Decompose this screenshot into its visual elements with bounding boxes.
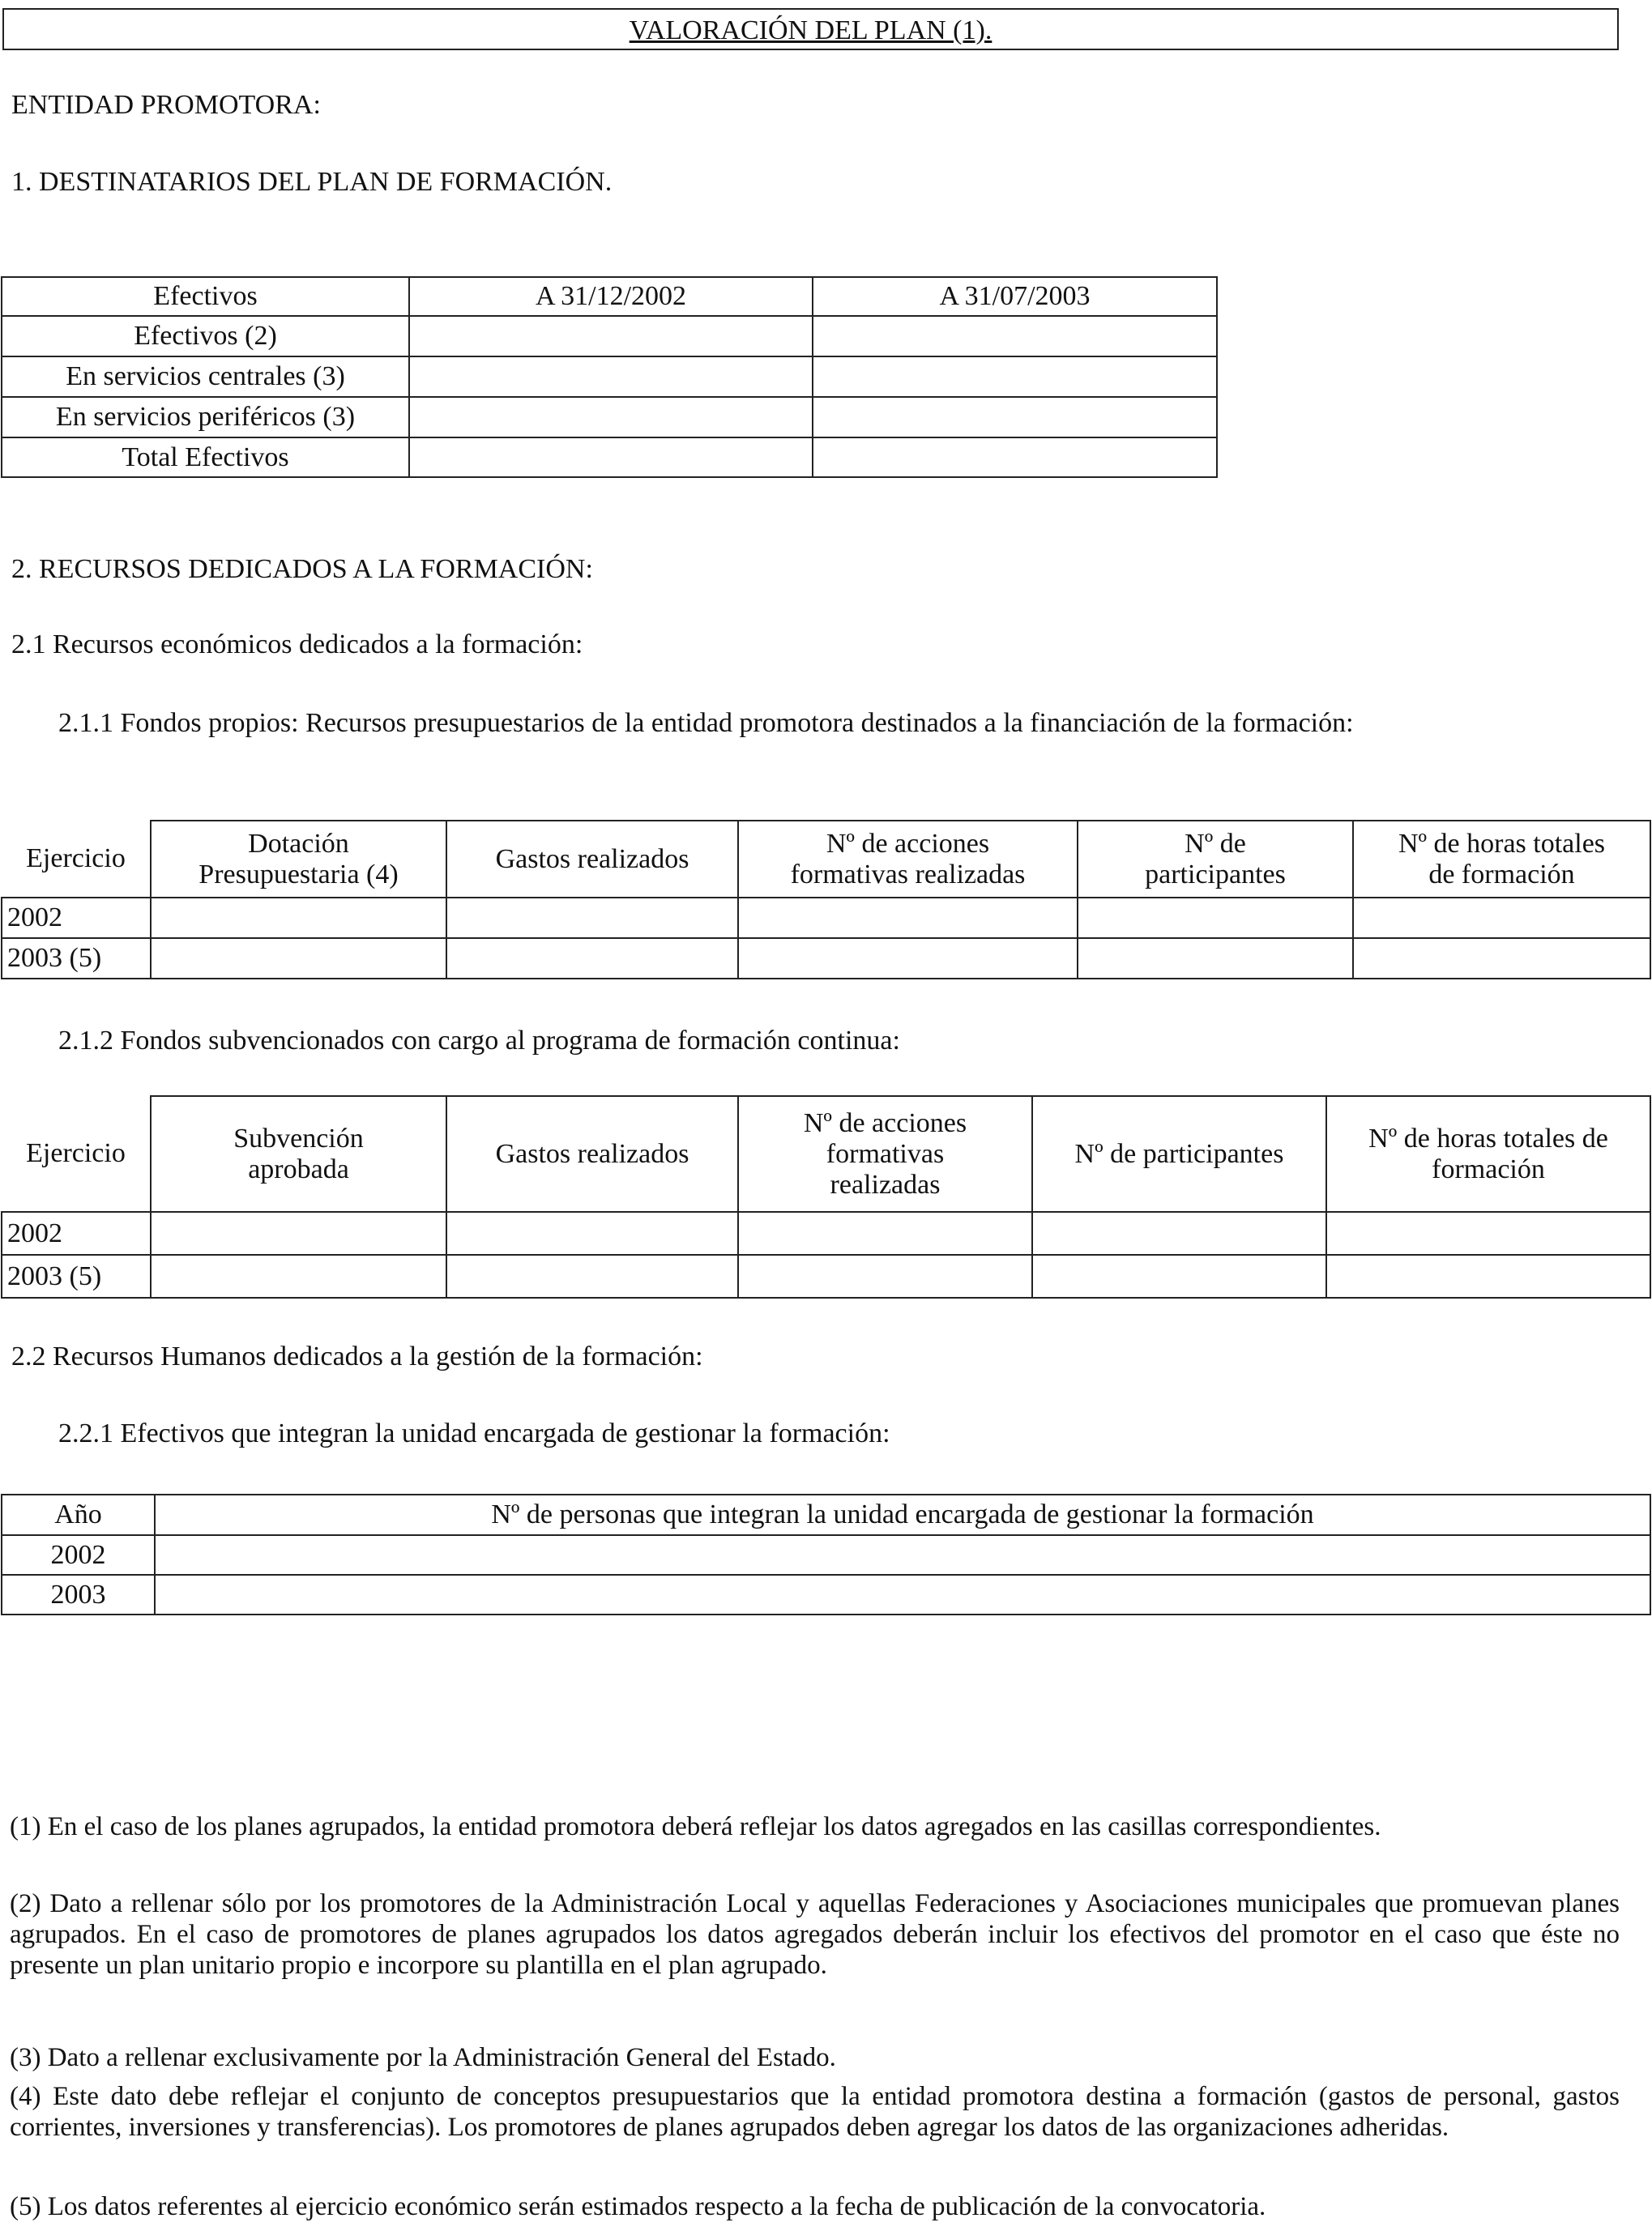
- header-ejercicio: Ejercicio: [2, 821, 151, 898]
- footnote-1: (1) En el caso de los planes agrupados, la entidad promotora deberá reflejar los datos agregados en las casillas correspondientes.: [10, 1812, 1381, 1841]
- row-label: Efectivos (2): [2, 316, 409, 356]
- input-cell[interactable]: [738, 1255, 1032, 1298]
- header-ano: Año: [2, 1495, 155, 1535]
- footnote-3: (3) Dato a rellenar exclusivamente por la Administración General del Estado.: [10, 2043, 836, 2072]
- input-cell[interactable]: [151, 938, 446, 979]
- row-label: En servicios centrales (3): [2, 356, 409, 397]
- header-gastos: Gastos realizados: [446, 1096, 738, 1212]
- table-fondos-subvencionados: [1, 1095, 1651, 1299]
- input-cell[interactable]: [738, 1212, 1032, 1255]
- section-2-1-1-text: 2.1.1 Fondos propios: Recursos presupuestarios de la entidad promotora destinados a la financiación de la formación:: [58, 708, 1354, 738]
- input-cell[interactable]: [155, 1575, 1650, 1615]
- header-participantes: Nº de participantes: [1032, 1096, 1326, 1212]
- section-2-2-1-heading: 2.2.1 Efectivos que integran la unidad encargada de gestionar la formación:: [58, 1418, 890, 1448]
- input-cell[interactable]: [738, 938, 1078, 979]
- input-cell[interactable]: [1353, 938, 1650, 979]
- header-personas: Nº de personas que integran la unidad encargada de gestionar la formación: [155, 1495, 1650, 1535]
- input-cell[interactable]: [738, 898, 1078, 938]
- input-cell[interactable]: [1353, 898, 1650, 938]
- input-cell[interactable]: [409, 316, 813, 356]
- input-cell[interactable]: [409, 437, 813, 477]
- input-cell[interactable]: [813, 356, 1217, 397]
- footnote-5: (5) Los datos referentes al ejercicio económico serán estimados respecto a la fecha de publicación de la convocatoria.: [10, 2192, 1266, 2221]
- row-year: 2002: [2, 1212, 151, 1255]
- section-1-heading: 1. DESTINATARIOS DEL PLAN DE FORMACIÓN.: [11, 167, 613, 197]
- footnote-4: (4) Este dato debe reflejar el conjunto de conceptos presupuestarios que la entidad promotora destina a formación (gastos de personal, gastos corrientes, inversiones y transferencias). Los promotores de planes agrupados deben agregar los datos de las organizaciones adheridas.: [10, 2082, 1620, 2142]
- table-fondos-propios: [1, 820, 1651, 979]
- header-horas: Nº de horas totales de formación: [1326, 1096, 1650, 1212]
- input-cell[interactable]: [1032, 1255, 1326, 1298]
- header-date-2003: A 31/07/2003: [813, 277, 1217, 316]
- input-cell[interactable]: [1326, 1255, 1650, 1298]
- row-year: 2003 (5): [2, 1255, 151, 1298]
- section-2-2-heading: 2.2 Recursos Humanos dedicados a la gestión de la formación:: [11, 1342, 703, 1371]
- section-2-1-heading: 2.1 Recursos económicos dedicados a la formación:: [11, 629, 583, 659]
- input-cell[interactable]: [446, 1255, 738, 1298]
- input-cell[interactable]: [446, 898, 738, 938]
- footnote-2: (2) Dato a rellenar sólo por los promotores de la Administración Local y aquellas Federaciones y Asociaciones municipales que promuevan planes agrupados. En el caso de promotores de planes agrupados los datos agregados deberán incluir los efectivos del promotor en el caso que éste no presente un plan unitario propio e incorpore su plantilla en el plan agrupado.: [10, 1889, 1620, 1980]
- input-cell[interactable]: [813, 437, 1217, 477]
- header-date-2002: A 31/12/2002: [409, 277, 813, 316]
- input-cell[interactable]: [446, 1212, 738, 1255]
- input-cell[interactable]: [151, 1255, 446, 1298]
- input-cell[interactable]: [1078, 898, 1353, 938]
- header-horas: Nº de horas totales de formación: [1353, 821, 1650, 898]
- input-cell[interactable]: [813, 397, 1217, 437]
- input-cell[interactable]: [151, 898, 446, 938]
- page-title: VALORACIÓN DEL PLAN (1).: [629, 15, 992, 45]
- input-cell[interactable]: [813, 316, 1217, 356]
- title-box: [2, 8, 1619, 50]
- section-2-heading: 2. RECURSOS DEDICADOS A LA FORMACIÓN:: [11, 554, 593, 584]
- row-year: 2002: [2, 898, 151, 938]
- input-cell[interactable]: [151, 1212, 446, 1255]
- input-cell[interactable]: [155, 1535, 1650, 1575]
- header-efectivos: Efectivos: [2, 277, 409, 316]
- table-destinatarios: [1, 276, 1218, 478]
- header-subvencion: Subvención aprobada: [151, 1096, 446, 1212]
- row-year: 2003: [2, 1575, 155, 1615]
- header-dotacion: Dotación Presupuestaria (4): [151, 821, 446, 898]
- row-year: 2003 (5): [2, 938, 151, 979]
- row-label: Total Efectivos: [2, 437, 409, 477]
- header-gastos: Gastos realizados: [446, 821, 738, 898]
- header-acciones: Nº de acciones formativas realizadas: [738, 821, 1078, 898]
- row-label: En servicios periféricos (3): [2, 397, 409, 437]
- input-cell[interactable]: [1326, 1212, 1650, 1255]
- input-cell[interactable]: [1078, 938, 1353, 979]
- input-cell[interactable]: [1032, 1212, 1326, 1255]
- input-cell[interactable]: [446, 938, 738, 979]
- entidad-promotora-label: ENTIDAD PROMOTORA:: [11, 90, 321, 120]
- header-ejercicio: Ejercicio: [2, 1096, 151, 1212]
- header-participantes: Nº de participantes: [1078, 821, 1353, 898]
- input-cell[interactable]: [409, 356, 813, 397]
- section-2-1-2-heading: 2.1.2 Fondos subvencionados con cargo al programa de formación continua:: [58, 1026, 900, 1056]
- input-cell[interactable]: [409, 397, 813, 437]
- table-recursos-humanos: [1, 1494, 1651, 1615]
- row-year: 2002: [2, 1535, 155, 1575]
- header-acciones: Nº de acciones formativas realizadas: [738, 1096, 1032, 1212]
